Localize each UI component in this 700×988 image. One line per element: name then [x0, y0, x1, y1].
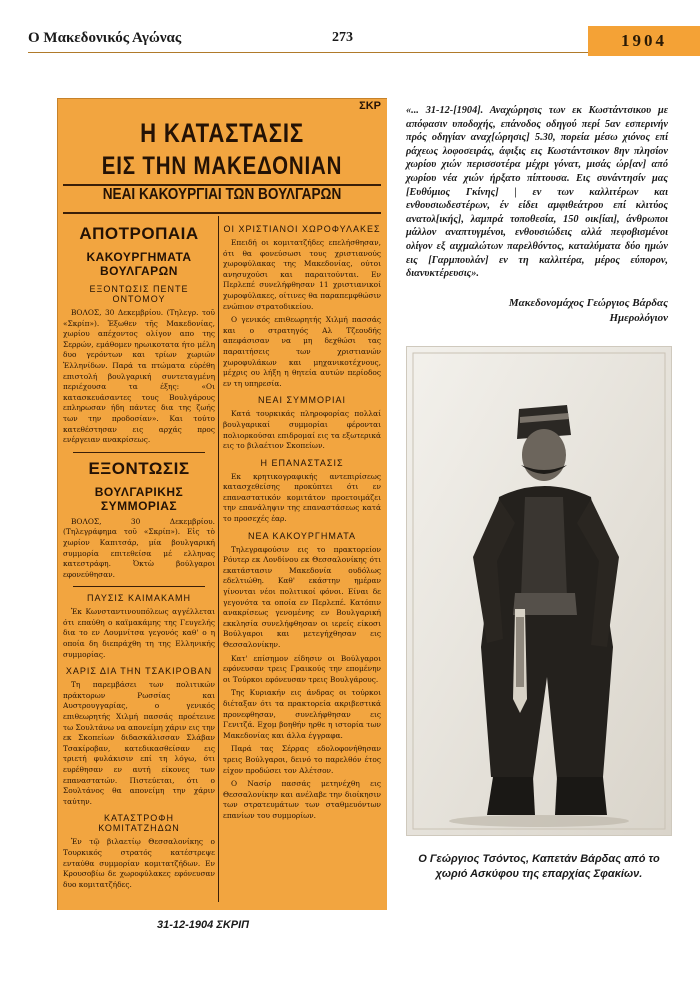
portrait-photo	[407, 347, 671, 835]
year-label: 1904	[621, 31, 667, 50]
page-number: 273	[332, 30, 353, 45]
article-heading: ΕΞΟΝΤΩΣΙΣ	[88, 458, 190, 478]
quote-attribution	[406, 296, 668, 326]
article-text: Εκ κρητικογραφικής αντεπιρίσεως κατασχεθείσης προκύπτει ότι εν επαναστατικόν κομιτάτον προετοιμάζει την επανάληψιν της επαναστάσεως κατά το προσεχές έαρ.	[223, 471, 381, 524]
clipping-right-column	[223, 218, 381, 902]
running-title: Ο Μακεδονικός Αγώνας	[28, 30, 182, 46]
article-rule	[73, 452, 205, 453]
diary-quote: «... 31-12-[1904]. Αναχώρησις των εκ Κωστάντσικου με απόφασιν υποδοχής, επάνοδος οδηγού περί 5αν εσπερινήν πρός οδηγίαν αναχ[ώρησις] 5.30, πορεία μέσω χιόνος επί ράχεως λοφοσειράς, άφιξις εις Κωστάντσικον 8ην πλησίον χωρίου χιών περισσοτέρα μέχρι γόνατ, μισάς ώρ[αν] από χωρίου νέα χιών ήρξατο πίπτουσα. Εις συνάντησίν μας [Ευθύμιος Γκίνης] | εν των καλλιτέρων και ενθουσιωδεστέρων, έν είδει αμφιθεάτρου επί κλιτύος ανατολ[ικής], λαμπρά τοποθεσία, 150 οικ[ίαι], άνθρωποι μάλλον αναπτυγμένοι, ενθουσιώδεις αλλά πεφοβισμένοι ολίγον εξ αιχμαλώτων παρελθόντος, καταλύματα δύο ημών εις [Γαρμπουλάν] εν τη καλλιτέρα, μέρος εύπορον, διανυκτέρευσις».	[406, 105, 668, 280]
article-heading: ΒΟΥΛΓΑΡΙΚΗΣ ΣΥΜΜΟΡΙΑΣ	[94, 484, 184, 513]
article-heading: ΠΑΥΣΙΣ ΚΑΙΜΑΚΑΜΗ	[87, 593, 191, 604]
article-heading: ΟΙ ΧΡΙΣΤΙΑΝΟΙ ΧΩΡΟΦΥΛΑΚΕΣ	[223, 224, 381, 234]
article-text: Της Κυριακήν εις άνδρας οι τούρκοι διέταξαν ότι τα πρακτορεία ακριβεστικά προνεφθησαν, συνελήφθησαν εις Γενιτζά. Εχομ βοηθήν ηρθε η ιστορία των Μακεδονίας και άλλα έγγραφα.	[223, 688, 381, 740]
article-heading: ΝΕΑΙ ΣΥΜΜΟΡΙΑΙ	[257, 395, 347, 406]
article-text: Τηλεγραφούσιν εις το πρακτορείον Ρόυτερ εκ Λονδίνου εκ Θεσσαλονίκης ότι εκατάστασιν Μακεδονία ουδόλως εδελτιώθη. Καθ' εκάστην ημέραν γίνονται νέοι πολιτικοί φόνοι. Είναι δε γεγονότα τα οποία εν Περλεπέ. Κατόπιν ανακρίσεως γενομένης εν Βουλγαρική εκκλησία συνελήφθησαν οι ιερείς είκοσι Βούλγαροι και μετεγήχθησαν εις Θεσσαλονίκην.	[223, 544, 381, 649]
article-heading: ΝΕΑ ΚΑΚΟΥΡΓΗΜΑΤΑ	[247, 530, 357, 541]
article-text: Κατά τουρκικάς πληροφορίας πολλαί βουλγαρικαί συμμορίαι φέρονται πολιορκούσαι επιδρομαί εις τα εξωτερικά εις το βιλαέτιον Σκοπείων.	[223, 409, 381, 451]
header-rule	[28, 52, 588, 53]
quote-source: Ημερολόγιον	[609, 312, 668, 324]
article-text: ΒΟΛΟΣ, 30 Δεκεμβρίου. (Τηλεγράφημα τοῦ «Σκρίπ»). Εἰς τὸ χωρίον Καπιτσάρ, μία βουλγαρική συμμορία επιτεθείσα μέ ελληνας κατεστράφη. Ὀκτὼ βούλγαροι εφονεύθησαν.	[63, 516, 215, 579]
article-text: Ἐκ Κωνσταντινουπόλεως αγγέλλεται ότι επαύθη ο καϊμακάμης της Γευγελής δια το εν Λουμνίτσα γεγονός καθ' ο η οποία δη διεπράχθη τη της Ελληνικής συμμορίας.	[63, 607, 215, 659]
clipping-title: Η ΚΑΤΑΣΤΑΣΙΣ	[140, 118, 304, 148]
clipping-rule	[63, 212, 381, 214]
clipping-subheading: ΝΕΑΙ ΚΑΚΟΥΡΓΙΑΙ ΤΩΝ ΒΟΥΛΓΑΡΩΝ	[102, 186, 342, 203]
article-text: Ο γενικός επιθεωρητής Χιλμή πασσάς και ο στρατηγός Αλ Τζεουδής απεφάσισαν να μη δεχθώσι τας παραιτήσεις των χριστιανών χωροφυλάκων και μηχανικοτέχνους, μέχρις ου λήξη η θητεία αυτών περίοδος εν τη υπηρεσία.	[223, 315, 381, 388]
article-rule	[73, 586, 205, 587]
article-heading: ΚΑΤΑΣΤΡΟΦΗ ΚΟΜΙΤΑΤΖΗΔΩΝ	[98, 813, 180, 834]
article-heading: ΕΞΟΝΤΩΣΙΣ ΠΕΝΤΕ ΟΝΤΟΜΟΥ	[89, 284, 189, 304]
article-heading: ΧΑΡΙΣ ΔΙΑ ΤΗΝ ΤΣΑΚΙΡΟΒΑΝ	[65, 666, 213, 677]
article-text: Παρά τας Σέρρας εδολοφονήθησαν τρεις Βούλγαροι, δεινό το παρελθόν έτος είχον προδώσει τον Αλέτσον.	[223, 744, 381, 775]
clipping-caption: 31-12-1904 ΣΚΡΙΠ	[157, 919, 250, 931]
article-heading: Η ΕΠΑΝΑΣΤΑΣΙΣ	[260, 457, 344, 468]
article-text: Ἐν τῷ βιλαετίῳ Θεσσαλονίκης ο Τουρκικός στρατός κατέστρεψε ενταύθα συμμορίαν κομιτατζήδων. Εν Κρουσοβίω δε χωροφύλακες εφόνευσαν δυο κομιτατζήδες.	[63, 837, 215, 889]
portrait-figure-icon	[407, 347, 671, 835]
article-text: Τη παρεμβάσει των πολιτικών πράκτορων Ρωσσίας και Αυστρουγγαρίας, ο γενικός επιθεωρητής Χιλμή πασσάς προέτεινε τω Σουλτάνω να απονείμη χάριν εις την εκ Σκοπείων διδασκάλισσαν Σλάβαν Τσακίροβαν, κατεδικασθείσαν εις τριετή φυλάκισιν επί τη λόγω, ότι ευρέθησαν εν αυτή είκονες των επαναστατών. Πιστεύεται, ότι ο Σουλτάνος θα απονείμη την χάριν ταύτην.	[63, 680, 215, 806]
clipping-left-column	[63, 218, 215, 902]
article-text: Ο Νασίρ πασσάς μετηνέχθη εις Θεσσαλονίκην και ανέλαβε την διοίκησιν των στρατευμάτων των σταθμευόντων επανίων του συμμορίων.	[223, 779, 381, 820]
column-divider	[218, 216, 219, 902]
photo-caption: Ο Γεώργιος Τσόντος, Καπετάν Βάρδας από το χωριό Ασκύφου της επαρχίας Σφακίων.	[418, 853, 660, 880]
clipping-subtitle: ΕΙΣ ΤΗΝ ΜΑΚΕΔΟΝΙΑΝ	[101, 152, 343, 180]
article-heading: ΑΠΟΤΡΟΠΑΙΑ	[79, 224, 199, 243]
newspaper-clipping	[57, 98, 387, 910]
year-badge	[588, 26, 700, 56]
article-text: ΒΟΛΟΣ, 30 Δεκεμβρίου. (Τηλεγρ. τοῦ «Σκρίπ»). Ἐξωθεν τῆς Μακεδονίας, χωρίου απέχοντος ολίγον απο της Σερρών, εμάθομεν ηρωικοτατα ήτο μέλη δυο γερόντων και τρίων χωριών Ἑλληνίδων. Παρά τα πτώματα εύρέθη επιστολή βουλγαρική συντεταγμένη περιέχουσα τα έξης: «Οι κατασκευάσαντες τους Βουλγάρους επληρωσαν ήδη πάντες δια της ζωής των την προδοσίαν». Και τούτο κατεθέστησαν εις αρχάς προς ενέργειαν ανακρίσεως.	[63, 308, 215, 445]
quote-author: Μακεδονομάχος Γεώργιος Βάρδας	[508, 297, 668, 309]
article-text: Κατ' επίσημον είδησιν οι Βούλγαροι εφόνευσαν τρεις Γραικούς την επομένην οι Τούρκοι εφόνευσαν τρεις Βουλγάρους.	[223, 653, 381, 684]
clipping-tag: ΣΚΡ	[359, 100, 381, 112]
article-text: Επειδή οι κομιτατζήδες επελήσθησαν, ότι θα φονεύσωσι τους χριστιανούς χωροφύλακας της Μακεδονίας, ούτοι ανησυχούσι και παραιτούνται. Εν Περλεπέ συνελήφθησαν 11 χριστιανικοί χωροφύλακες, οίτινες θα παραπεμφθώσιν ενώπιον στρατοδικείου.	[223, 238, 381, 311]
article-heading: ΚΑΚΟΥΡΓΗΜΑΤΑ ΒΟΥΛΓΑΡΩΝ	[86, 250, 192, 278]
